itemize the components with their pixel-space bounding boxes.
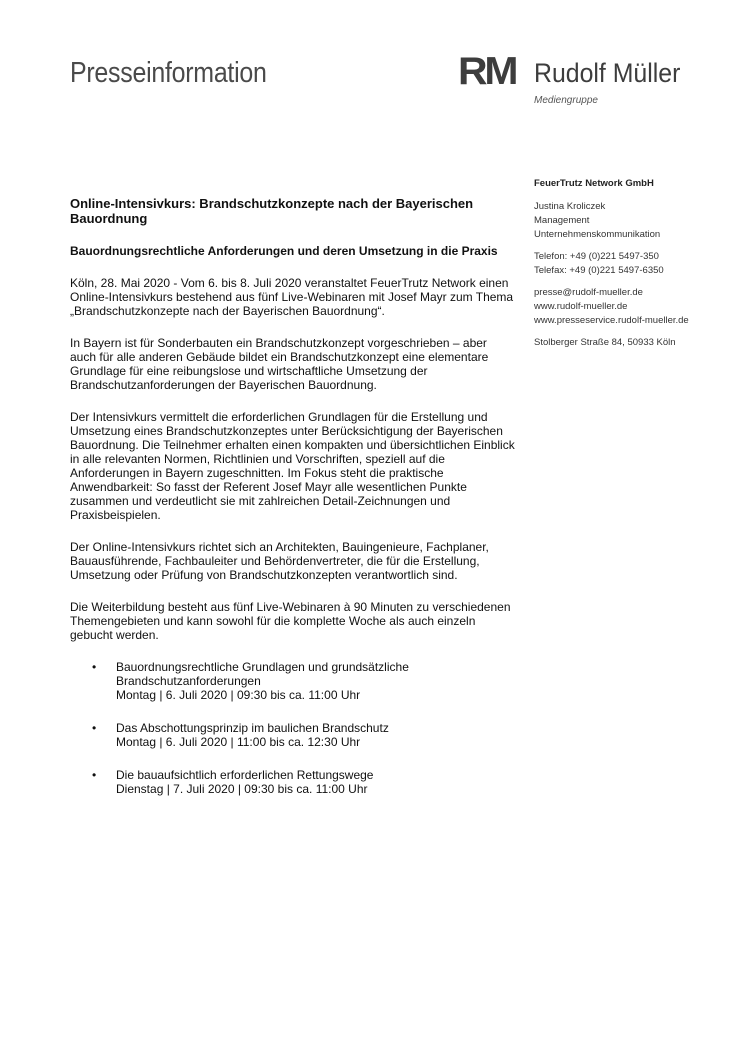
webinar-list-item bbox=[70, 721, 515, 749]
contact-company: FeuerTrutz Network GmbH bbox=[534, 178, 654, 189]
contact-web bbox=[534, 286, 734, 328]
contact-phone bbox=[534, 250, 734, 278]
webinar-date: Dienstag | 7. Juli 2020 | 09:30 bis ca. 11:00 Uhr bbox=[116, 782, 368, 796]
article-paragraph: Der Intensivkurs vermittelt die erforderlichen Grundlagen für die Erstellung und Umsetzung eines Brandschutzkonzeptes unter Berücksichtigung der Bayerischen Bauordnung. Die Teilnehmer erhalten einen kompakten und übersichtlichen Einblick in alle relevanten Normen, Richtlinien und Vorschriften, speziell auf die Anforderungen in Bayern zugeschnitten. Im Fokus steht die praktische Anwendbarkeit: So fasst der Referent Josef Mayr alle wesentlichen Punkte zusammen und verdeutlicht sie mit zahlreichen Detail-Zeichnungen und Praxisbeispielen. bbox=[70, 410, 515, 522]
webinar-list-item bbox=[70, 768, 515, 796]
contact-role: Management bbox=[534, 215, 590, 226]
article-paragraph: Die Weiterbildung besteht aus fünf Live-Webinaren à 90 Minuten zu verschiedenen Themengebieten und kann sowohl für die komplette Woche als auch einzeln gebucht werden. bbox=[70, 600, 511, 642]
contact-person bbox=[534, 200, 734, 242]
webinar-title: • Das Abschottungsprinzip im baulichen Brandschutz bbox=[116, 721, 389, 735]
webinar-date: Montag | 6. Juli 2020 | 11:00 bis ca. 12:30 Uhr bbox=[116, 735, 361, 749]
article-body bbox=[70, 196, 515, 815]
contact-sidebar bbox=[534, 177, 734, 358]
webinar-list-item bbox=[70, 660, 515, 702]
contact-email-link[interactable]: presse@rudolf-mueller.de bbox=[534, 287, 643, 298]
logo-name: Rudolf Müller bbox=[534, 58, 681, 88]
contact-telephone: Telefon: +49 (0)221 5497-350 bbox=[534, 251, 659, 262]
article-paragraph: In Bayern ist für Sonderbauten ein Brandschutzkonzept vorgeschrieben – aber auch für alle anderen Gebäude bildet ein Brandschutzkonzept eine elementare Grundlage für eine reibungslose und wirtschaftliche Umsetzung der Brandschutzanforderungen der Bayerischen Bauordnung. bbox=[70, 336, 489, 392]
article-paragraph: Köln, 28. Mai 2020 - Vom 6. bis 8. Juli 2020 veranstaltet FeuerTrutz Network einen Online-Intensivkurs bestehend aus fünf Live-Webinaren mit Josef Mayr zum Thema „Brandschutzkonzepte nach der Bayerischen Bauordnung“. bbox=[70, 276, 514, 318]
logo-mark: RM bbox=[458, 50, 516, 93]
logo-subtitle: Mediengruppe bbox=[534, 95, 598, 106]
contact-presseservice-link[interactable]: www.presseservice.rudolf-mueller.de bbox=[534, 315, 689, 326]
webinar-title: • Die bauaufsichtlich erforderlichen Rettungswege bbox=[116, 768, 374, 782]
webinar-list bbox=[70, 660, 515, 796]
contact-website-link[interactable]: www.rudolf-mueller.de bbox=[534, 301, 628, 312]
contact-department: Unternehmenskommunikation bbox=[534, 229, 661, 240]
article-headline: Online-Intensivkurs: Brandschutzkonzepte nach der Bayerischen Bauordnung bbox=[70, 196, 474, 226]
contact-fax: Telefax: +49 (0)221 5497-6350 bbox=[534, 265, 664, 276]
contact-name: Justina Kroliczek bbox=[534, 201, 606, 212]
contact-address-line: Stolberger Straße 84, 50933 Köln bbox=[534, 337, 676, 348]
page-title: Presseinformation bbox=[70, 57, 267, 89]
webinar-title: • Bauordnungsrechtliche Grundlagen und grundsätzliche Brandschutzanforderungen bbox=[116, 660, 409, 688]
contact-address bbox=[534, 336, 734, 350]
article-subheadline: Bauordnungsrechtliche Anforderungen und deren Umsetzung in die Praxis bbox=[70, 244, 498, 258]
company-logo bbox=[458, 52, 720, 112]
article-paragraph: Der Online-Intensivkurs richtet sich an Architekten, Bauingenieure, Fachplaner, Bauausführende, Fachbauleiter und Behördenvertreter, die für die Erstellung, Umsetzung oder Prüfung von Brandschutzkonzepten verantwortlich sind. bbox=[70, 540, 489, 582]
webinar-date: Montag | 6. Juli 2020 | 09:30 bis ca. 11:00 Uhr bbox=[116, 688, 361, 702]
